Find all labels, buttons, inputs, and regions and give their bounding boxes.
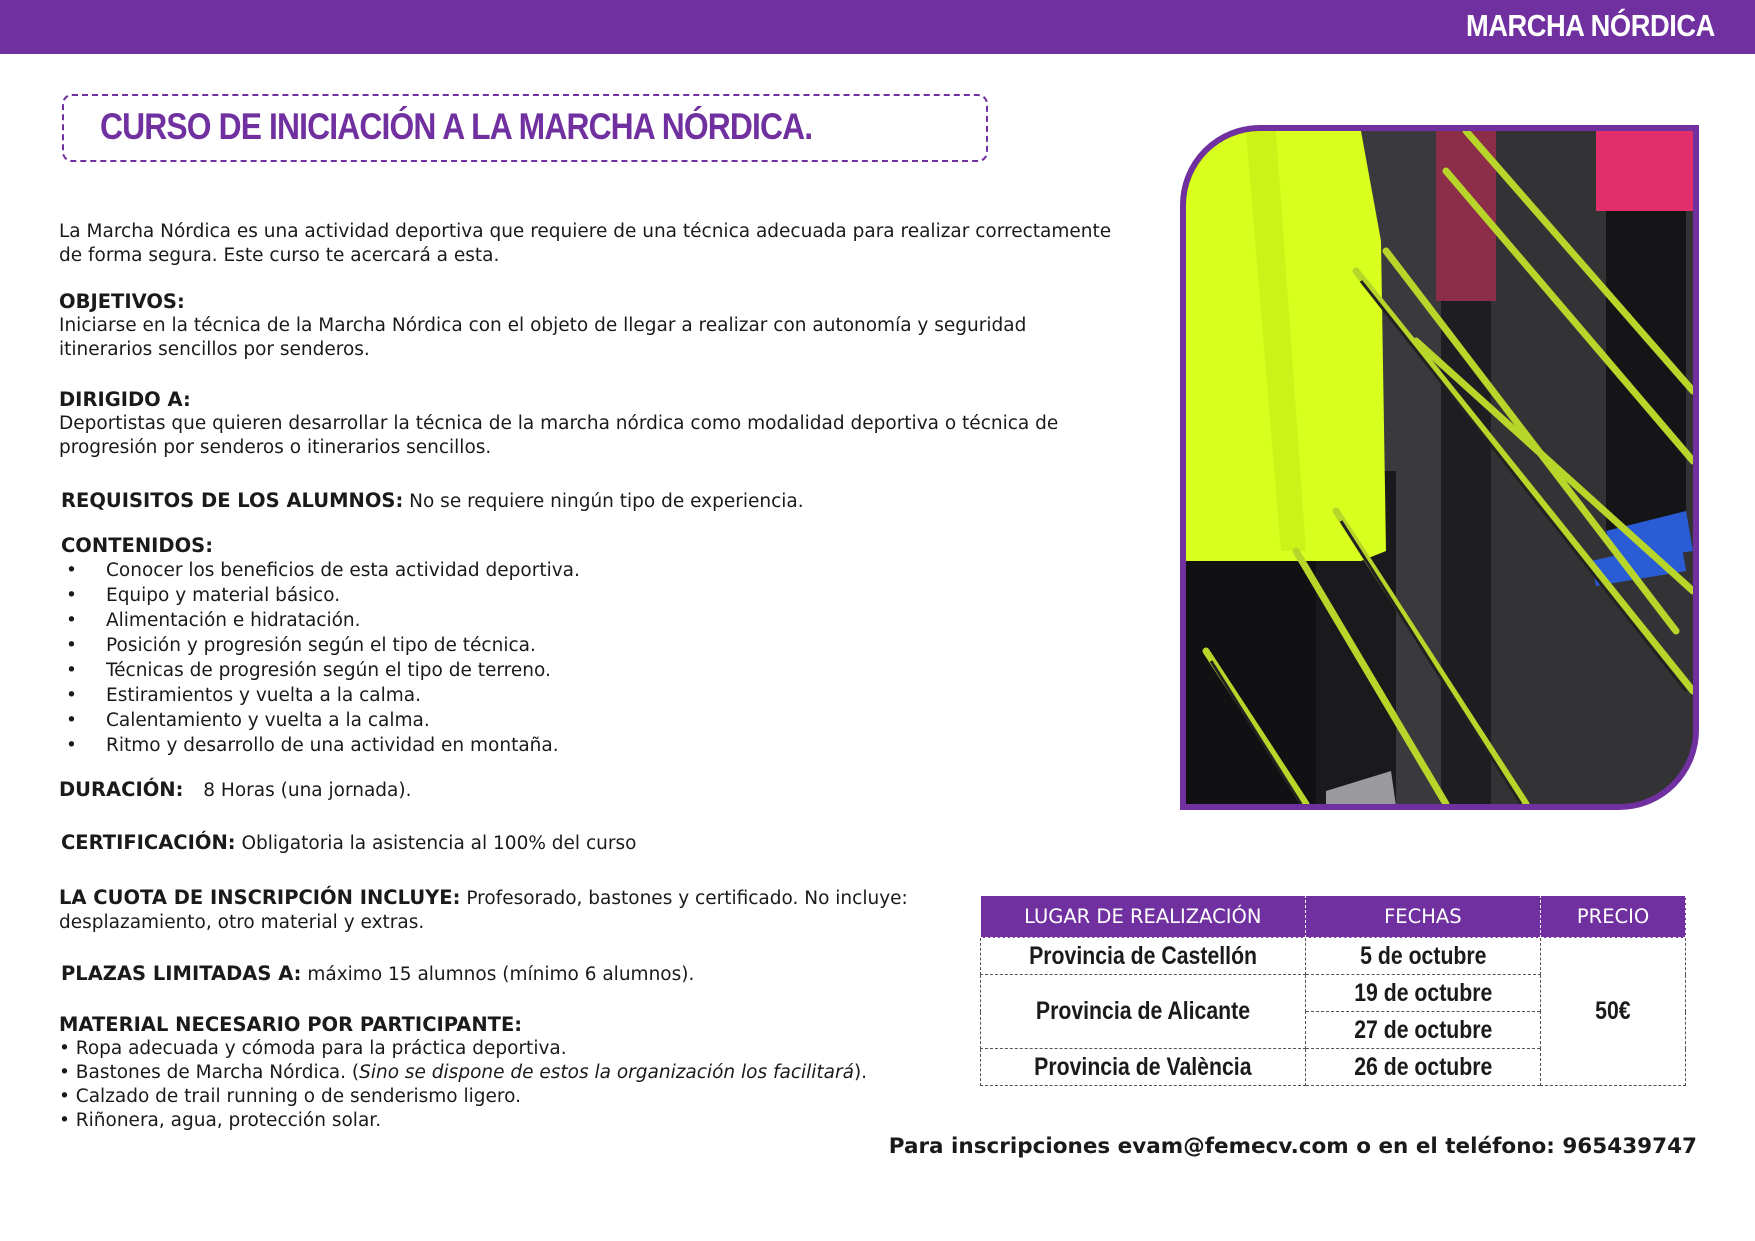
- list-item: • Alimentación e hidratación.: [61, 608, 1161, 633]
- contenidos-heading: CONTENIDOS:: [61, 534, 214, 557]
- contenidos-list: [61, 558, 1161, 758]
- contact-info: Para inscripciones evam@femecv.com o en el teléfono: 965439747: [888, 1134, 1697, 1159]
- material-item: • Riñonera, agua, protección solar.: [59, 1110, 382, 1131]
- duracion-text: 8 Horas (una jornada).: [203, 780, 412, 801]
- objetivos-section: [59, 290, 1159, 362]
- date-cell: [1305, 1012, 1541, 1049]
- header-precio: PRECIO: [1541, 896, 1686, 938]
- material-item-note: Sino se dispone de estos la organización los facilitará: [359, 1062, 854, 1083]
- material-heading: MATERIAL NECESARIO POR PARTICIPANTE:: [59, 1013, 523, 1036]
- header-fechas: FECHAS: [1305, 896, 1541, 938]
- list-item: • Técnicas de progresión según el tipo de terreno.: [61, 658, 1161, 683]
- dirigido-heading: DIRIGIDO A:: [59, 388, 191, 411]
- duracion-heading: DURACIÓN:: [59, 778, 184, 801]
- certificacion-section: [61, 831, 1161, 856]
- duracion-section: [59, 778, 1159, 803]
- date-value: 5 de octubre: [1359, 941, 1487, 970]
- requisitos-heading: REQUISITOS DE LOS ALUMNOS:: [61, 489, 404, 512]
- price-cell: [1541, 938, 1686, 1086]
- plazas-text: máximo 15 alumnos (mínimo 6 alumnos).: [307, 964, 695, 985]
- intro-text: La Marcha Nórdica es una actividad deportiva que requiere de una técnica adecuada para realizar correctamente de forma segura. Este curso te acercará a esta.: [59, 221, 1112, 266]
- place-name: Provincia de Alicante: [1035, 997, 1250, 1025]
- header-bar: [0, 0, 1755, 54]
- date-value: 19 de octubre: [1353, 978, 1492, 1007]
- list-item: • Equipo y material básico.: [61, 583, 1161, 608]
- material-item: • Ropa adecuada y cómoda para la práctica deportiva.: [59, 1038, 567, 1059]
- photo-illustration: [1186, 131, 1693, 804]
- material-item-text: • Bastones de Marcha Nórdica. (: [59, 1062, 360, 1083]
- place-cell: [981, 938, 1306, 975]
- table-row: [981, 938, 1686, 975]
- list-item: • Posición y progresión según el tipo de técnica.: [61, 633, 1161, 658]
- date-cell: [1305, 938, 1541, 975]
- objetivos-heading: OBJETIVOS:: [59, 290, 185, 313]
- date-cell: [1305, 1049, 1541, 1086]
- cuota-heading: LA CUOTA DE INSCRIPCIÓN INCLUYE:: [59, 886, 461, 909]
- course-title: CURSO DE INICIACIÓN A LA MARCHA NÓRDICA.: [100, 106, 813, 147]
- material-item-text: ).: [853, 1062, 868, 1083]
- list-item: • Ritmo y desarrollo de una actividad en montaña.: [61, 733, 1161, 758]
- schedule-table: [980, 895, 1686, 1086]
- place-cell: [981, 1049, 1306, 1086]
- header-lugar: LUGAR DE REALIZACIÓN: [981, 896, 1306, 938]
- list-item: • Estiramientos y vuelta a la calma.: [61, 683, 1161, 708]
- date-cell: [1305, 975, 1541, 1012]
- contenidos-section: [61, 534, 1161, 758]
- dirigido-text: Deportistas que quieren desarrollar la técnica de la marcha nórdica como modalidad deportiva o técnica de progresión por senderos o itinerarios sencillos.: [59, 413, 1059, 458]
- place-name: Provincia de València: [1034, 1052, 1252, 1081]
- requisitos-section: [61, 489, 1161, 514]
- date-value: 26 de octubre: [1353, 1052, 1492, 1081]
- place-name: Provincia de Castellón: [1028, 941, 1257, 970]
- dirigido-section: [59, 388, 1159, 460]
- certificacion-text: Obligatoria la asistencia al 100% del curso: [241, 833, 637, 854]
- requisitos-text: No se requiere ningún tipo de experiencia.: [409, 491, 804, 512]
- place-cell: [981, 975, 1306, 1049]
- cuota-text-line1: Profesorado, bastones y certificado. No incluye:: [466, 888, 908, 909]
- certificacion-heading: CERTIFICACIÓN:: [61, 831, 236, 854]
- list-item: • Conocer los beneficios de esta actividad deportiva.: [61, 558, 1161, 583]
- objetivos-text: Iniciarse en la técnica de la Marcha Nórdica con el objeto de llegar a realizar con autonomía y seguridad itinerarios sencillos por senderos.: [59, 315, 1027, 360]
- course-title-box: [62, 94, 988, 162]
- list-item: • Calentamiento y vuelta a la calma.: [61, 708, 1161, 733]
- plazas-heading: PLAZAS LIMITADAS A:: [61, 962, 302, 985]
- section-title: MARCHA NÓRDICA: [1466, 8, 1715, 43]
- nordic-walking-photo: [1180, 125, 1699, 810]
- cuota-text-line2: desplazamiento, otro material y extras.: [59, 912, 425, 933]
- material-item: • Calzado de trail running o de senderismo ligero.: [59, 1086, 521, 1107]
- date-value: 27 de octubre: [1353, 1015, 1492, 1044]
- price-value: 50€: [1595, 997, 1631, 1025]
